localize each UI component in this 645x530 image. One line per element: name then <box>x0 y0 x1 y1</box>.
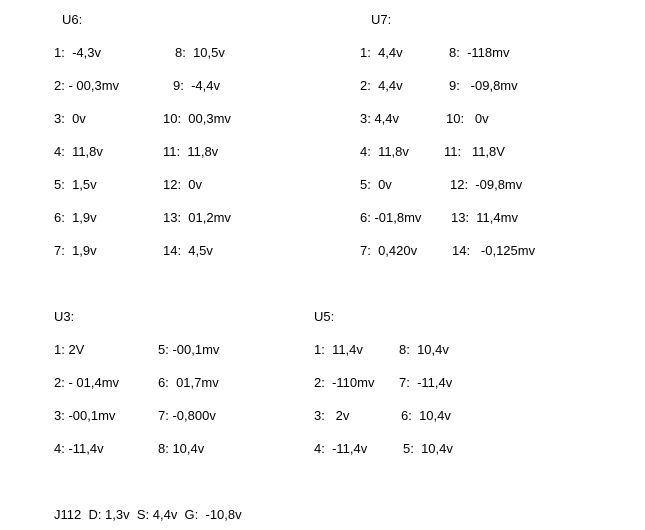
u6-pin-10: 10: 00,3mv <box>163 111 231 126</box>
u7-pin-6: 6: -01,8mv <box>360 210 422 225</box>
u6-pin-5: 5: 1,5v <box>54 177 97 192</box>
u6-pin-3: 3: 0v <box>54 111 86 126</box>
u7-pin-9: 9: -09,8mv <box>449 78 518 93</box>
u3-pin-1: 1: 2V <box>54 342 85 357</box>
u3-pin-3: 3: -00,1mv <box>54 408 116 423</box>
u3-pin-4: 4: -11,4v <box>54 441 104 456</box>
u6-pin-6: 6: 1,9v <box>54 210 97 225</box>
j112-measurement: J112 D: 1,3v S: 4,4v G: -10,8v <box>54 507 242 522</box>
u5-pin-6: 6: 10,4v <box>401 408 451 423</box>
u6-pin-13: 13: 01,2mv <box>163 210 231 225</box>
u7-pin-2: 2: 4,4v <box>360 78 403 93</box>
u3-title: U3: <box>54 309 75 324</box>
u5-pin-8: 8: 10,4v <box>399 342 449 357</box>
u6-title: U6: <box>62 12 83 27</box>
u7-title: U7: <box>371 12 392 27</box>
u6-pin-7: 7: 1,9v <box>54 243 97 258</box>
u6-pin-14: 14: 4,5v <box>163 243 213 258</box>
u6-pin-11: 11: 11,8v <box>163 144 219 159</box>
u3-pin-2: 2: - 01,4mv <box>54 375 120 390</box>
u5-pin-1: 1: 11,4v <box>314 342 363 357</box>
u7-pin-5: 5: 0v <box>360 177 392 192</box>
u7-pin-11: 11: 11,8V <box>444 144 505 159</box>
u7-pin-8: 8: -118mv <box>449 45 510 60</box>
u7-pin-1: 1: 4,4v <box>360 45 403 60</box>
u3-pin-5: 5: -00,1mv <box>158 342 220 357</box>
u6-pin-1: 1: -4,3v <box>54 45 101 60</box>
u5-pin-5: 5: 10,4v <box>403 441 453 456</box>
u7-pin-4: 4: 11,8v <box>360 144 409 159</box>
u5-pin-4: 4: -11,4v <box>314 441 368 456</box>
u7-pin-3: 3: 4,4v <box>360 111 400 126</box>
u7-pin-13: 13: 11,4mv <box>451 210 518 225</box>
u6-pin-12: 12: 0v <box>163 177 203 192</box>
u5-pin-2: 2: -110mv <box>314 375 375 390</box>
u3-pin-7: 7: -0,800v <box>158 408 216 423</box>
u7-pin-10: 10: 0v <box>446 111 489 126</box>
u7-pin-12: 12: -09,8mv <box>450 177 523 192</box>
u3-pin-6: 6: 01,7mv <box>158 375 219 390</box>
u6-pin-9: 9: -4,4v <box>173 78 220 93</box>
u5-title: U5: <box>314 309 335 324</box>
u3-pin-8: 8: 10,4v <box>158 441 205 456</box>
u5-pin-3: 3: 2v <box>314 408 350 423</box>
u7-pin-14: 14: -0,125mv <box>452 243 536 258</box>
u6-pin-8: 8: 10,5v <box>175 45 225 60</box>
u6-pin-4: 4: 11,8v <box>54 144 103 159</box>
u7-pin-7: 7: 0,420v <box>360 243 418 258</box>
u6-pin-2: 2: - 00,3mv <box>54 78 120 93</box>
u5-pin-7: 7: -11,4v <box>399 375 453 390</box>
